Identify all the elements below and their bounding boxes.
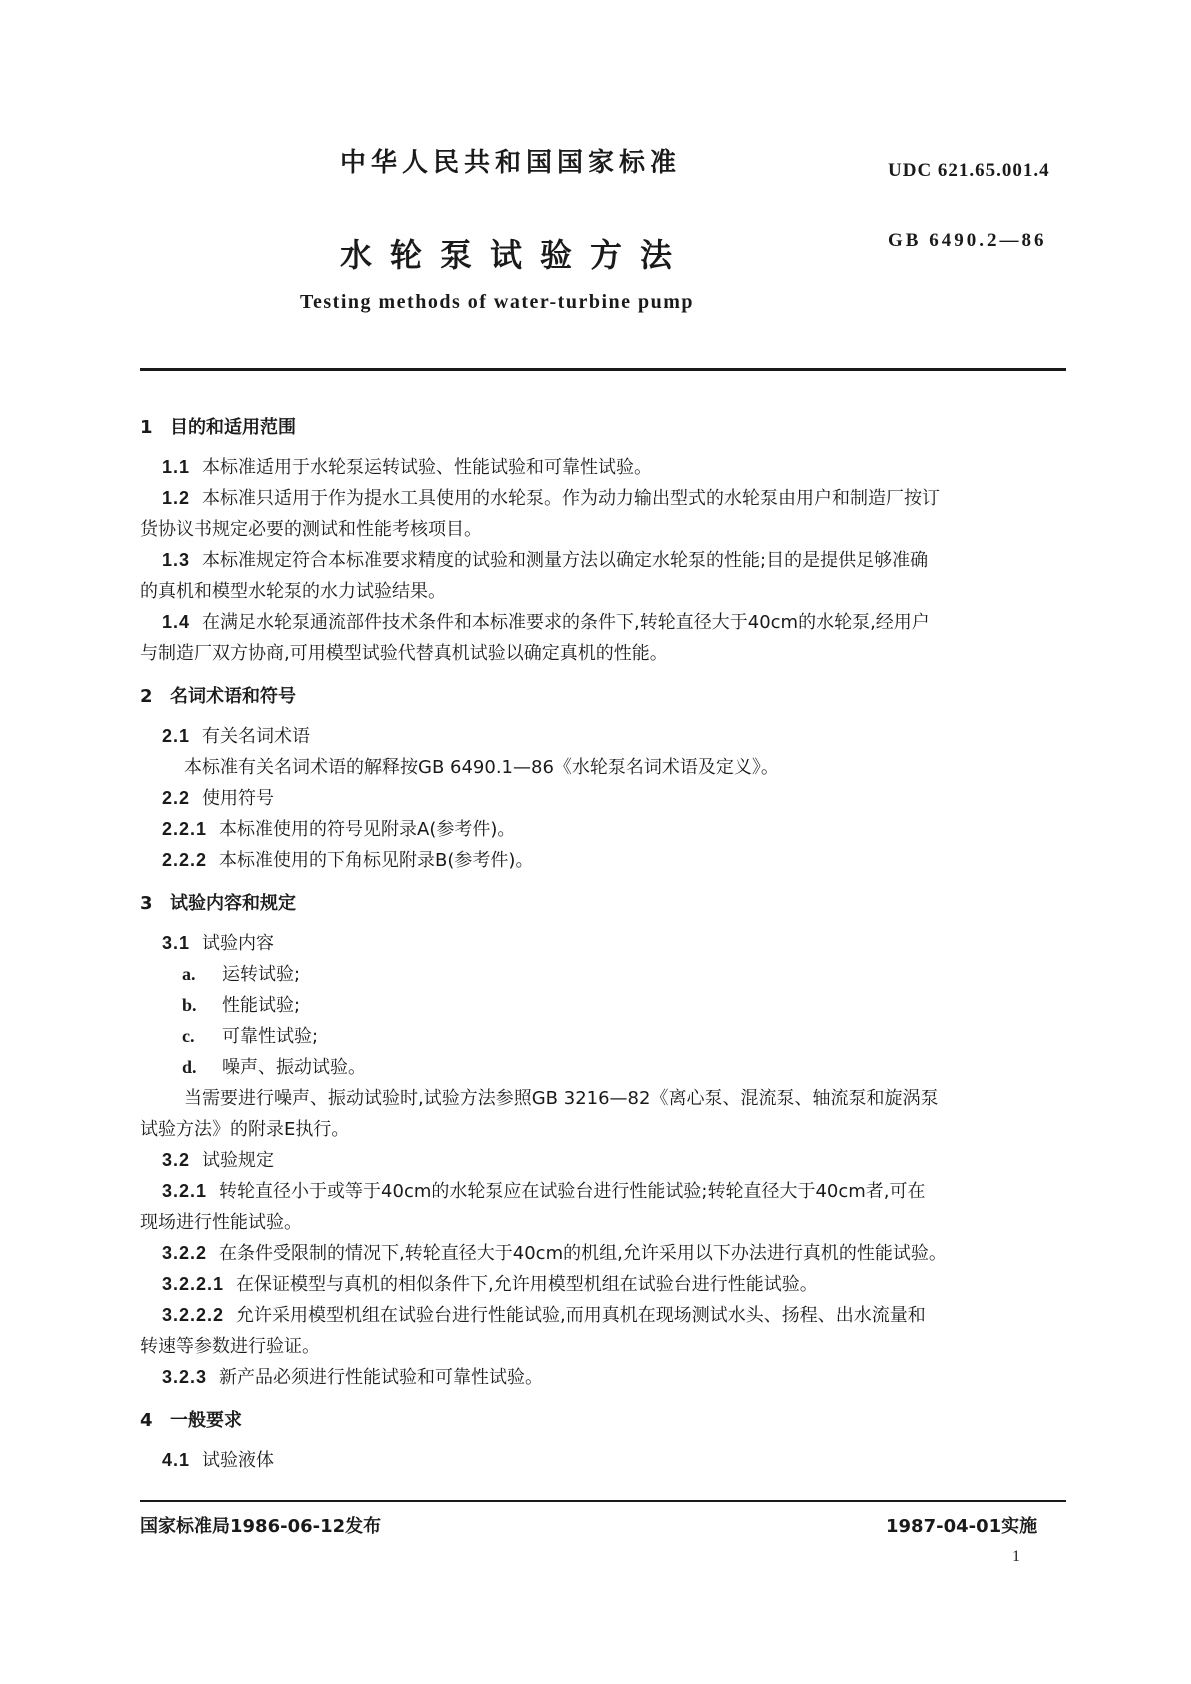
clause-1-4: 1.4 在满足水轮泵通流部件技术条件和本标准要求的条件下,转轮直径大于40cm的水轮泵,经用户 <box>162 612 930 633</box>
clause-2-2: 2.2 使用符号 <box>162 788 275 809</box>
clause-1-3-cont: 的真机和模型水轮泵的水力试验结果。 <box>140 581 446 602</box>
english-title: Testing methods of water-turbine pump <box>300 291 695 313</box>
section-3-heading: 3 试验内容和规定 <box>140 893 296 914</box>
clause-3-1-note: 当需要进行噪声、振动试验时,试验方法参照GB 3216—82《离心泵、混流泵、轴流泵和旋涡泵 <box>184 1088 939 1109</box>
clause-3-2-1-cont: 现场进行性能试验。 <box>140 1212 302 1233</box>
clause-3-2-2: 3.2.2 在条件受限制的情况下,转轮直径大于40cm的机组,允许采用以下办法进行真机的性能试验。 <box>162 1243 947 1264</box>
clause-3-2: 3.2 试验规定 <box>162 1150 275 1171</box>
effective-date: 1987-04-01实施 <box>886 1516 1038 1537</box>
document-body <box>140 400 1066 1476</box>
clause-2-1-text: 本标准有关名词术语的解释按GB 6490.1—86《水轮泵名词术语及定义》。 <box>184 757 779 778</box>
section-2-heading: 2 名词术语和符号 <box>140 686 296 707</box>
clause-3-1-note-cont: 试验方法》的附录E执行。 <box>140 1119 350 1140</box>
document-title: 水轮泵试验方法 <box>340 236 691 274</box>
gb-standard-code: GB 6490.2—86 <box>888 230 1047 251</box>
section-4-heading: 4 一般要求 <box>140 1410 242 1431</box>
clause-3-2-3: 3.2.3 新产品必须进行性能试验和可靠性试验。 <box>162 1367 544 1388</box>
clause-3-2-2-1: 3.2.2.1 在保证模型与真机的相似条件下,允许用模型机组在试验台进行性能试验。 <box>162 1274 818 1295</box>
clause-1-2-cont: 货协议书规定必要的测试和性能考核项目。 <box>140 519 482 540</box>
clause-3-1: 3.1 试验内容 <box>162 933 275 954</box>
clause-1-3: 1.3 本标准规定符合本标准要求精度的试验和测量方法以确定水轮泵的性能;目的是提供足够准确 <box>162 550 929 571</box>
clause-1-4-cont: 与制造厂双方协商,可用模型试验代替真机试验以确定真机的性能。 <box>140 643 668 664</box>
list-item: d. 噪声、振动试验。 <box>182 1057 366 1078</box>
footer-divider <box>140 1500 1066 1502</box>
clause-2-2-2: 2.2.2 本标准使用的下角标见附录B(参考件)。 <box>162 850 534 871</box>
list-item: b. 性能试验; <box>182 995 301 1016</box>
list-item: a. 运转试验; <box>182 964 301 985</box>
clause-3-2-2-2: 3.2.2.2 允许采用模型机组在试验台进行性能试验,而用真机在现场测试水头、扬程、出水流量和 <box>162 1305 926 1326</box>
section-1-heading: 1 目的和适用范围 <box>140 417 296 438</box>
page-number: 1 <box>1012 1548 1020 1565</box>
clause-1-1: 1.1 本标准适用于水轮泵运转试验、性能试验和可靠性试验。 <box>162 457 653 478</box>
clause-1-2: 1.2 本标准只适用于作为提水工具使用的水轮泵。作为动力输出型式的水轮泵由用户和制造厂按订 <box>162 488 941 509</box>
clause-2-2-1: 2.2.1 本标准使用的符号见附录A(参考件)。 <box>162 819 516 840</box>
list-item: c. 可靠性试验; <box>182 1026 319 1047</box>
issue-date: 国家标准局1986-06-12发布 <box>140 1516 382 1537</box>
clause-2-1: 2.1 有关名词术语 <box>162 726 311 747</box>
header-divider <box>140 368 1066 371</box>
clause-4-1: 4.1 试验液体 <box>162 1450 275 1471</box>
clause-3-2-2-2-cont: 转速等参数进行验证。 <box>140 1336 320 1357</box>
clause-3-2-1: 3.2.1 转轮直径小于或等于40cm的水轮泵应在试验台进行性能试验;转轮直径大于40cm者,可在 <box>162 1181 926 1202</box>
udc-code: UDC 621.65.001.4 <box>888 160 1050 181</box>
country-standard-heading: 中华人民共和国国家标准 <box>340 148 682 178</box>
